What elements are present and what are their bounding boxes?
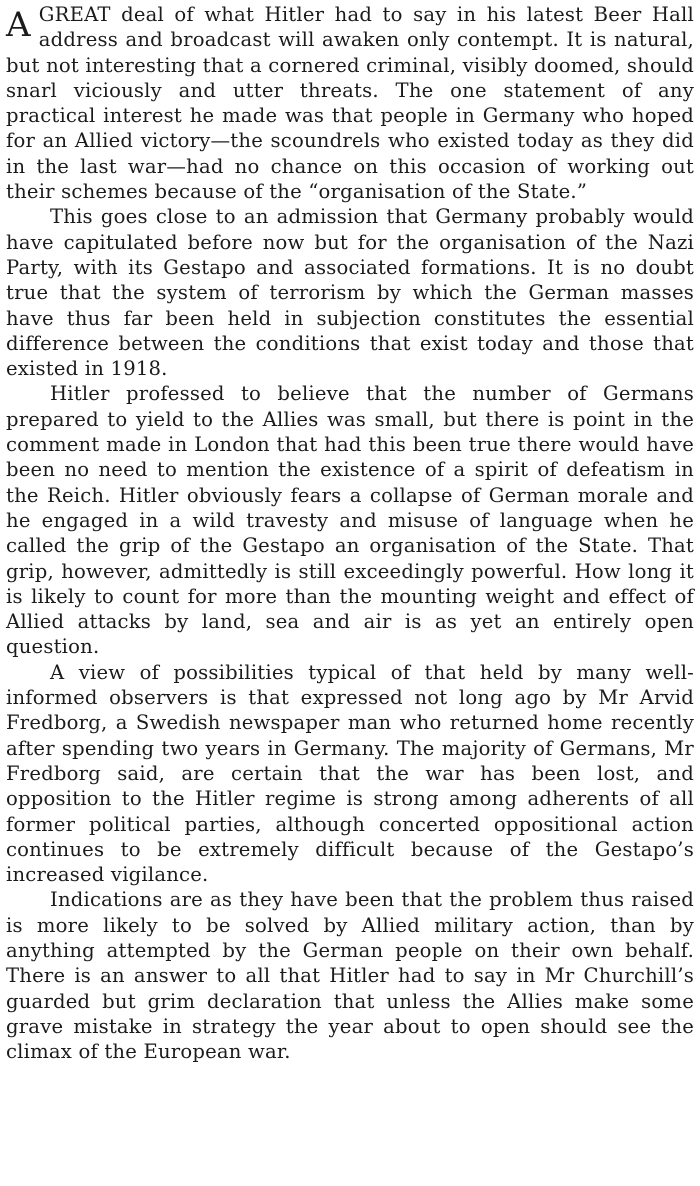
paragraph-5: Indications are as they have been that the problem thus raised is more likely to be solved by Allied military action, than by anything attempted by the German people on their own behalf. There is an answer to all that Hitler had to say in Mr Churchill’s guarded but grim declaration that unless the Allies make some grave mistake in strategy the year about to open should see the climax of the European war. <box>6 888 694 1064</box>
paragraph-1-text: GREAT deal of what Hitler had to say in his latest Beer Hall address and broadcast will awaken only contempt. It is natural, but not interesting that a cornered criminal, visibly doomed, should snarl viciously and utter threats. The one statement of any practical interest he made was that people in Germany who hoped for an Allied victory—the scoundrels who existed today as they did in the last war—had no chance on this occasion of working out their schemes because of the “organisation of the State.” <box>6 3 695 204</box>
article-body <box>6 2 694 1064</box>
paragraph-3: Hitler professed to believe that the number of Germans prepared to yield to the Allies was small, but there is point in the comment made in London that had this been true there would have been no need to mention the existence of a spirit of defeatism in the Reich. Hitler obviously fears a collapse of German morale and he engaged in a wild travesty and misuse of language when he called the grip of the Gestapo an organisation of the State. That grip, however, admittedly is still exceedingly powerful. How long it is likely to count for more than the mounting weight and effect of Allied attacks by land, sea and air is as yet an entirely open question. <box>6 382 694 659</box>
drop-cap: A <box>6 5 31 45</box>
paragraph-1 <box>6 2 694 204</box>
paragraph-2: This goes close to an admission that Germany probably would have capitulated before now but for the organisation of the Nazi Party, with its Gestapo and associated formations. It is no doubt true that the system of terrorism by which the German masses have thus far been held in subjection constitutes the essential difference between the conditions that exist today and those that existed in 1918. <box>6 205 694 381</box>
paragraph-4: A view of possibilities typical of that held by many well-informed observers is that expressed not long ago by Mr Arvid Fredborg, a Swedish newspaper man who returned home recently after spending two years in Germany. The majority of Germans, Mr Fredborg said, are certain that the war has been lost, and opposition to the Hitler regime is strong among adherents of all former political parties, although concerted oppositional action continues to be extremely difficult because of the Gestapo’s increased vigilance. <box>6 660 694 887</box>
